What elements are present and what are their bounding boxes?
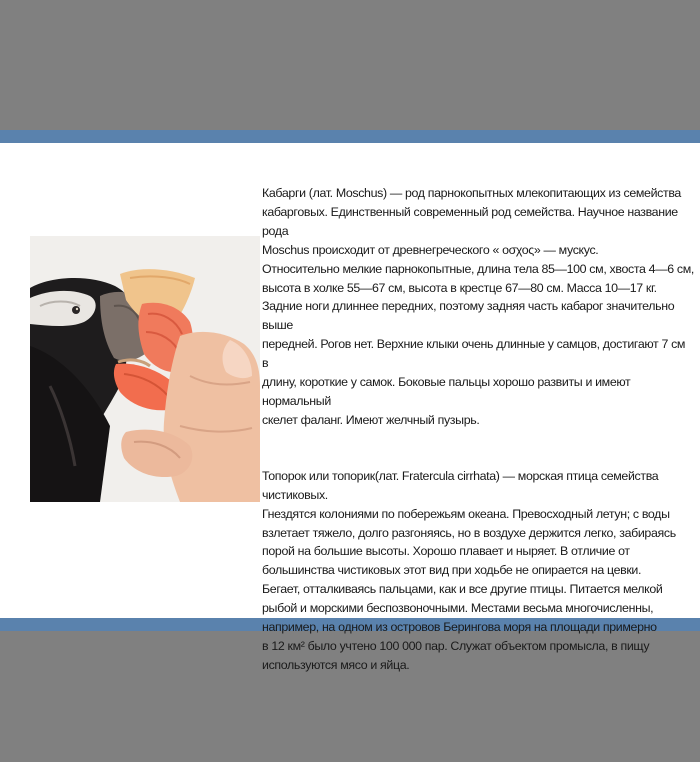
puffin-beak-image — [30, 236, 260, 502]
moschus-heading: Кабарги (лат. Moschus) — род парнокопытных млекопитающих из семейства кабарговых. Единственный современный род семейства. Научное название рода Moschus происходит от древнегреческого « οσχος» — мускус. — [262, 186, 681, 257]
article-text — [262, 184, 694, 675]
puffin-body: Гнездятся колониями по побережьям океана. Превосходный летун; с воды взлетает тяжело, долго разгоняясь, но в воздухе держится легко, забираясь порой на большие высоты. Хорошо плавает и ныряет. В отличие от большинства чистиковых этот вид при ходьбе не опирается на цевки. Бегает, отталкиваясь пальцами, как и все другие птицы. Питается мелкой рыбой и морскими беспозвоночными. Местами весьма многочисленны, например, на одном из островов Берингова моря на площади примерно в 12 км² было учтено 100 000 пар. Служат объектом промысла, в пищу используются мясо и яйца. — [262, 506, 676, 672]
puffin-beak-photo — [30, 236, 260, 502]
top-accent-band — [0, 130, 700, 143]
moschus-body: Относительно мелкие парнокопытные, длина тела 85—100 см, хвоста 4—6 см, высота в холке 55—67 см, высота в крестце 67—80 см. Масса 10—17 кг. Задние ноги длиннее передних, поэтому задняя часть кабарог значительно выше передней. Рогов нет. Верхние клыки очень длинные у самцов, достигают 7 см в длину, короткие у самок. Боковые пальцы хорошо развиты и имеют нормальный скелет фаланг. Имеют желчный пузырь. — [262, 261, 694, 427]
puffin-heading: Топорок или топорик(лат. Fratercula cirrhata) — морская птица семейства чистиковых. — [262, 468, 659, 502]
section-spacer — [262, 430, 694, 467]
